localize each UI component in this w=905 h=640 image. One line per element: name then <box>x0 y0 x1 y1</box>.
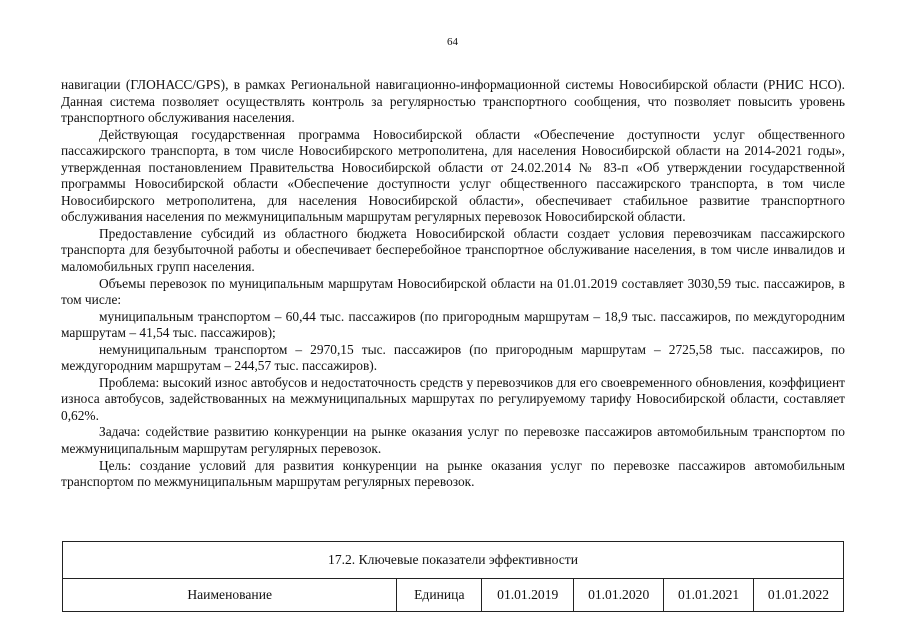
column-header-2021: 01.01.2021 <box>664 579 754 612</box>
table-title: 17.2. Ключевые показатели эффективности <box>63 542 844 579</box>
column-header-unit: Единица <box>397 579 482 612</box>
paragraph: Проблема: высокий износ автобусов и недостаточность средств у перевозчиков для его своевременного обновления, коэффициент износа автобусов, задействованных на межмуниципальных маршрутах по регулируемому тарифу Новосибирской области, составляет 0,62%. <box>61 374 845 423</box>
paragraph: Цель: создание условий для развития конкуренции на рынке оказания услуг по перевозке пассажиров автомобильным транспортом по межмуниципальным маршрутам регулярных перевозок. <box>61 457 845 490</box>
body-text <box>61 77 845 491</box>
kpi-table <box>62 541 844 612</box>
column-header-2022: 01.01.2022 <box>754 579 844 612</box>
paragraph: Предоставление субсидий из областного бюджета Новосибирской области создает условия перевозчикам пассажирского транспорта для безубыточной работы и обеспечивает бесперебойное транспортное обслуживание населения, в том числе инвалидов и маломобильных групп населения. <box>61 225 845 275</box>
paragraph: навигации (ГЛОНАСС/GPS), в рамках Региональной навигационно-информационной системы Новосибирской области (РНИС НСО). Данная система позволяет осуществлять контроль за регулярностью транспортного сообщения, что позволяет повысить уровень транспортного обслуживания населения. <box>61 77 845 126</box>
table-header-row <box>63 579 844 612</box>
paragraph: Задача: содействие развитию конкуренции на рынке оказания услуг по перевозке пассажиров автомобильным транспортом по межмуниципальным маршрутам регулярных перевозок. <box>61 424 845 457</box>
paragraph: немуниципальным транспортом – 2970,15 тыс. пассажиров (по пригородным маршрутам – 2725,58 тыс. пассажиров, по междугородним маршрутам – 244,57 тыс. пассажиров). <box>61 341 845 374</box>
column-header-name: Наименование <box>63 579 397 612</box>
paragraph: Действующая государственная программа Новосибирской области «Обеспечение доступности услуг общественного пассажирского транспорта, в том числе Новосибирского метрополитена, для населения Новосибирской области на 2014-2021 годы», утвержденная постановлением Правительства Новосибирской области от 24.02.2014 № 83-п «Об утверждении государственной программы Новосибирской области «Обеспечение доступности услуг общественного пассажирского транспорта, в том числе Новосибирского метрополитена, для населения Новосибирской области», обеспечивает стабильное развитие транспортного обслуживания населения по межмуниципальным маршрутам регулярных перевозок Новосибирской области. <box>61 126 845 225</box>
column-header-2020: 01.01.2020 <box>574 579 664 612</box>
paragraph: муниципальным транспортом – 60,44 тыс. пассажиров (по пригородным маршрутам – 18,9 тыс. пассажиров, по междугородним маршрутам – 41,54 тыс. пассажиров); <box>61 308 845 341</box>
page-number: 64 <box>447 36 458 48</box>
column-header-2019: 01.01.2019 <box>482 579 574 612</box>
paragraph: Объемы перевозок по муниципальным маршрутам Новосибирской области на 01.01.2019 составляет 3030,59 тыс. пассажиров, в том числе: <box>61 275 845 308</box>
table-title-row <box>63 542 844 579</box>
